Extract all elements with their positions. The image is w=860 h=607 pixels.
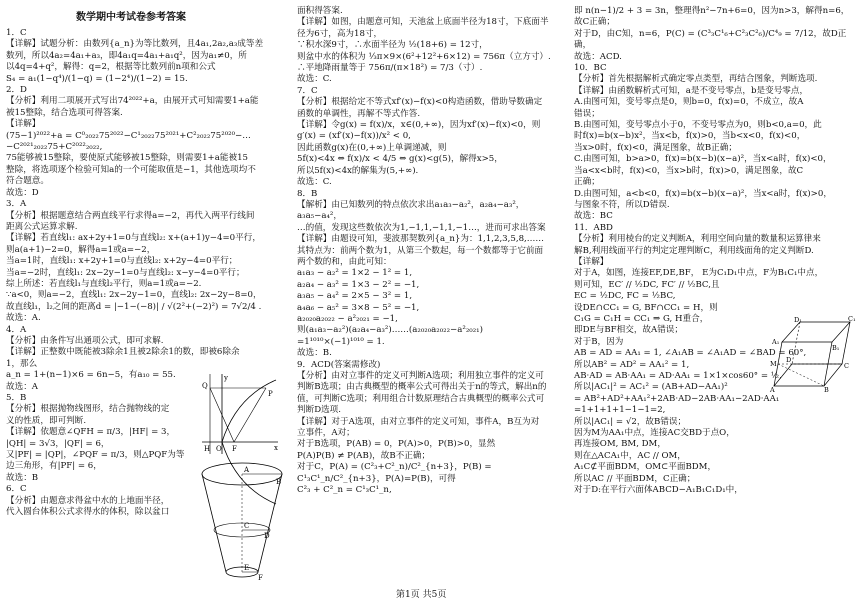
text-line: 1．C — [6, 28, 27, 38]
text-line: 则可知，EC′ // ½DC, FC′ // ½BC,且 — [574, 279, 720, 290]
text-line: 【详解】试题分析：由数列{a_n}为等比数列，且4a₁,2a₂,a₃成等差 — [6, 39, 264, 50]
text-line: 【详解】由函数解析式可知，a是不变号零点，b是变号零点， — [574, 85, 809, 96]
text-line: 【详解】由题设可知，斐波那契数列{a_n}为：1,1,2,3,5,8,…… — [297, 234, 544, 245]
text-line: 对于C，P(A) = (C²₃+C²_n)/C²_{n+3}，P(B) = C¹₃C¹_n/C²_{n+3}，P(A)=P(B)，可得 — [297, 462, 492, 484]
text-line: A.由图可知，变号零点是0，则b=0，f(x)=0，不成立，故A — [574, 97, 804, 108]
text-line: 所以AB² = AD² = AA₁² = 1, — [574, 359, 690, 370]
text-line: 7．C — [297, 85, 318, 96]
column-2 — [297, 6, 569, 496]
text-line: 则盆中水的体积为 ⅓π×9×(6²+12²+6×12) = 756π（立方寸）. — [297, 51, 551, 62]
text-line: 【分析】由题意求得盆中水的上地面半径， — [6, 495, 170, 506]
text-line: AB·AD = AB·AA₁ = AD·AA₁ = 1×1×cos60° = ½, — [574, 371, 782, 381]
text-line: 两个数的和，由此可知： — [297, 256, 392, 267]
text-line: 【分析】利用棱台的定义判断A，利用空间向量的数量积运算律来 — [574, 234, 821, 245]
text-line: 2．D — [6, 85, 27, 96]
text-line: 错误； — [574, 108, 600, 119]
page-footer: 第1页 共5页 — [396, 590, 447, 600]
text-line: 5．B — [6, 393, 27, 403]
text-line: 【分析】由条件写出通项公式，即可求解. — [6, 335, 164, 346]
text-line: ∵a<0，则a=−2，直线l₁: 2x−2y−1=0，直线l₂: 2x−2y−8=0， — [6, 290, 262, 301]
text-line: 9．ACD(答案需修改) — [297, 359, 381, 370]
text-line: …的值，发现这些数依次为1,−1,1,−1,1,−1…，进而可求出答案 — [297, 222, 546, 233]
text-line: 综上所述：若直线l₁与直线l₂平行，则a=1或a=−2. — [6, 278, 202, 289]
text-line: 符合题意。 — [6, 176, 49, 187]
text-line: C₁G = C₁H = CC₁ ⇒ G, H重合， — [574, 313, 709, 324]
text-line: a₂₀₂₀a₂₀₂₂ − a²₂₀₂₁ = −1, — [297, 313, 398, 324]
text-line: S₄ = a₁(1−q⁴)/(1−q) = (1−2⁴)/(1−2) = 15. — [6, 73, 188, 84]
text-line: 【分析】根据抛物线图形，结合抛物线的定 — [6, 404, 170, 415]
figure-label: D₁ — [794, 316, 802, 324]
figure-label: C — [844, 362, 849, 370]
text-line: 【详解】若直线l₁: ax+2y+1=0与直线l₂: x+(a+1)y−4=0平行， — [6, 233, 261, 244]
figure-label: H — [204, 445, 211, 453]
text-line: 则在△ACA₁中，AC // OM， — [574, 450, 686, 461]
text-line: 故选：C. — [297, 177, 332, 188]
text-line: 对于B选项，P(AB) = 0，P(A)>0，P(B)>0，显然 — [297, 439, 496, 450]
text-line: 边三角形，有|PF| = 6， — [6, 461, 102, 472]
figure-label: D — [786, 356, 792, 364]
text-line: a_n = 1+(n−1)×6 = 6n−5，有a₁₀ = 55. — [6, 370, 176, 381]
text-line: 径为6寸，高为18寸， — [297, 28, 383, 39]
text-line: 所以|AC₁| = √2，故B错误； — [574, 416, 687, 427]
text-line: 【分析】根据题意结合两直线平行求得a=−2，再代入两平行线间 — [6, 210, 255, 221]
text-line: 故选：B — [6, 472, 39, 483]
text-line: 时f(x)=b(x−b)x²，当x<b，f(x)>0，当b<x<0，f(x)<0， — [574, 131, 806, 142]
text-line: = AB²+AD²+AA₁²+2AB·AD−2AB·AA₁−2AD·AA₁ — [574, 393, 780, 404]
text-line: 以4q=4+q²，解得：q=2，根据等比数列前n项和公式 — [6, 62, 216, 73]
text-line: 【详解】 — [6, 119, 41, 130]
figure-label: C — [244, 522, 250, 530]
text-line: 当a<x<b时，f(x)<0，当x>b时，f(x)>0，满足图象，故C — [574, 165, 804, 176]
column-3 — [574, 6, 856, 496]
text-line: 【详解】 — [574, 256, 609, 267]
text-line: 故直线l₁，l₂之间的距离d = |−1−(−8)| / √(2²+(−2)²) = 7√2/4 . — [6, 301, 262, 312]
text-line: 即 n(n−1)/2 + 3 = 3n，整理得n²−7n+6=0，因为n>3，解得n=6， — [574, 6, 850, 16]
text-line: 面积得答案. — [297, 6, 343, 16]
text-line: a₄a₆ − a₅² = 3×8 − 5² = −1, — [297, 302, 420, 313]
figure-label: C₁ — [848, 315, 856, 323]
text-line: ∴平地降雨量等于 756π/(π×18²) = 7/3（寸）. — [297, 63, 483, 74]
text-line: 故选：A. — [6, 313, 41, 324]
text-line: 故选：C. — [297, 74, 332, 85]
text-line: 【分析】由对立事件的定义可判断A选项；利用独立事件的定义可 — [297, 371, 544, 381]
text-line: 又|PF| = |QP|，∠PQF = π/3，则△PQF为等 — [6, 450, 185, 461]
text-line: 1，那么 — [6, 358, 38, 369]
text-line: 【详解】如图，由题意可知，天池盆上底面半径为18寸，下底面半 — [297, 17, 549, 28]
figure-label: Q — [202, 382, 208, 390]
figure-label: B₁ — [832, 344, 840, 352]
text-line: 被15整除，结合选项可得答案. — [6, 107, 123, 118]
text-line: ∵积水深9寸，∴水面半径为 ½(18+6) = 12寸， — [297, 40, 488, 51]
text-line: 故选：D — [6, 187, 39, 198]
text-line: 75能够被15整除，要使原式能够被15整除，则需要1+a能被15 — [6, 153, 249, 164]
parabola-figure — [196, 372, 280, 456]
text-line: =1¹⁰¹⁰×(−1)¹⁰¹⁰ = 1. — [297, 336, 385, 347]
text-line: 判断B选项；由古典概型的概率公式可得出关于n的等式，解出n的 — [297, 382, 547, 393]
text-line: P(A)P(B) ≠ P(AB)，故B不正确； — [297, 450, 431, 461]
text-line: 对于A，如图，连接EF,DE,BF， E为C₁D₁中点，F为B₁C₁中点， — [574, 268, 824, 279]
text-line: 【详解】正整数中既能被3除余1且被2除余1的数，即被6除余 — [6, 347, 240, 358]
text-line: 6．C — [6, 484, 27, 495]
parallelepiped-figure — [770, 316, 854, 392]
figure-label: D — [264, 532, 270, 540]
text-line: 当x>0时，f(x)<0，满足图象，故B正确； — [574, 142, 737, 153]
text-line: 【详解】令g(x) = f(x)/x，x∈(0,+∞)，因为xf′(x)−f(x)<0，则 — [297, 120, 541, 131]
text-line: 函数的单调性，再解不等式作答. — [297, 108, 421, 119]
text-line: 当a=−2时，直线l₁: 2x−2y−1=0与直线l₂: x−y−4=0平行； — [6, 267, 245, 278]
figure-label: E — [244, 564, 250, 572]
text-line: 【解析】由已知数列的特点依次求出a₁a₃−a₂²，a₂a₄−a₃²，a₃a₅−a₄²， — [297, 199, 525, 222]
figure-label: A — [244, 466, 250, 474]
text-line: 【分析】根据给定不等式xf′(x)−f(x)<0构造函数，借助导数确定 — [297, 97, 543, 108]
figure-label: x — [274, 444, 278, 452]
figure-label: A — [770, 386, 775, 394]
text-line: 【分析】利用二项展开式写出74²⁰²²+a，由展开式可知需要1+a能 — [6, 96, 259, 107]
text-line: 故选：A — [6, 381, 38, 392]
text-line: =1+1+1+1−1−1=2, — [574, 405, 666, 416]
text-line: 数列，所以4a₂=4a₁+a₃，即4a₁q=4a₁+a₁q²，因为a₁≠0，所 — [6, 50, 247, 61]
text-line: B.由图可知，变号零点小于0，不变号零点为0，则b<0,a=0，此 — [574, 120, 822, 131]
text-line: 当a=1时，直线l₁: x+2y+1=0与直线l₂: x+2y−4=0平行； — [6, 256, 238, 267]
text-line: 【分析】首先根据解析式确定零点类型，再结合图象，判断选项. — [574, 74, 818, 85]
figure-label: B — [276, 478, 282, 486]
figure-label: A₁ — [772, 338, 780, 346]
text-line: 因为M为AA₁中点，连接AC交BD于点O， — [574, 428, 735, 439]
page-title: 数学期中考试卷参考答案 — [76, 12, 186, 23]
text-line: 距离公式运算求解. — [6, 221, 78, 232]
figure-label: y — [224, 374, 228, 382]
frustum-figure — [200, 460, 284, 586]
text-line: 设DE∩CC₁ = G, BF∩CC₁ = H，则 — [574, 302, 718, 313]
text-line: 对于D:在平行六面体ABCD−A₁B₁C₁D₁中， — [574, 485, 743, 496]
text-line: 【详解】依题意∠QFH = π/3，|HF| = 3， — [6, 427, 176, 438]
text-line: 立事件，A对； — [297, 428, 355, 439]
text-line: D.由图可知，a<b<0，f(x)=b(x−b)(x−a)²，当x<a时，f(x)>0， — [574, 188, 832, 199]
text-line: 再连接OM, BM, DM， — [574, 439, 666, 450]
text-line: a₂a₄ − a₃² = 1×3 − 2² = −1, — [297, 279, 420, 290]
text-line: 即DE与BF相交，故A错误； — [574, 325, 683, 336]
text-line: 判断D选项. — [297, 405, 341, 416]
text-line: 11．ABD — [574, 222, 613, 233]
text-line: A₁C⊄平面BDM，OM⊂平面BDM， — [574, 462, 717, 473]
text-line: AB = AD = AA₁ = 1, ∠A₁AB = ∠A₁AD = ∠BAD = 60°, — [574, 348, 807, 359]
text-line: 正确； — [574, 177, 600, 188]
text-line: 3．A — [6, 199, 27, 210]
text-line: 8．B — [297, 188, 318, 199]
text-line: 4．A — [6, 324, 27, 335]
text-line: 对于D，由C知，n=6，P(C) = (C³₃C¹₆+C²₃C²₆)/C⁴₉ = 7/12，故D正确， — [574, 28, 847, 51]
text-line: 义的性质，即可判断. — [6, 415, 87, 426]
text-line: 整除，将选项逐个检验可知a的一个可能取值是−1，其他选项均不 — [6, 164, 256, 175]
text-line: 则a(a+1)−2=0，解得a=1或a=−2， — [6, 244, 156, 255]
text-line: 则(a₁a₃−a₂²)(a₂a₄−a₃²)……(a₂₀₂₀a₂₀₂₂−a²₂₀₂₁) — [297, 325, 483, 336]
text-line: 所以AC // 平面BDM，C正确； — [574, 473, 696, 484]
figure-label: M — [770, 360, 777, 368]
figure-label: F — [232, 445, 237, 453]
text-line: 值，可判断C选项；利用组合计数原理结合古典概型的概率公式可 — [297, 393, 545, 404]
text-line: 所以5f(x)<4x的解集为(5,+∞). — [297, 165, 419, 176]
text-line: 故选：B. — [297, 348, 332, 359]
text-line: 故C正确； — [574, 17, 615, 28]
text-line: 【详解】对于A选项，由对立事件的定义可知，事件A，B互为对 — [297, 416, 540, 427]
text-line: 与图象不符，所以D错误. — [574, 199, 670, 210]
text-line: 所以|AC₁|² = AC₁² = (AB+AD−AA₁)² — [574, 382, 728, 393]
text-line: C.由图可知，b>a>0，f(x)=b(x−b)(x−a)²，当x<a时，f(x)<0， — [574, 154, 832, 165]
text-line: 故选：BC — [574, 211, 613, 222]
text-line: 10．BC — [574, 63, 607, 74]
text-line: EC = ½DC, FC = ½BC, — [574, 291, 676, 302]
text-line: (75−1)²⁰²²+a = C⁰₂₀₂₂75²⁰²²−C¹₂₀₂₂75²⁰²¹+C²₂₀₂₂75²⁰²⁰−…−C²⁰²¹₂₀₂₂75+C²⁰²²₂₀₂₂, — [6, 130, 251, 153]
text-line: |QH| = 3√3，|QF| = 6， — [6, 438, 110, 449]
figure-label: F — [258, 574, 263, 582]
text-line: 5f(x)<4x ⇔ f(x)/x < 4/5 ⇔ g(x)<g(5)，解得x>5， — [297, 154, 503, 165]
text-line: 因此函数g(x)在(0,+∞)上单调递减，则 — [297, 142, 447, 153]
text-line: 故选：ACD. — [574, 51, 622, 62]
figure-label: P — [268, 390, 273, 398]
text-line: g′(x) = (xf′(x)−f(x))/x² < 0, — [297, 131, 411, 142]
text-line: C²₃ + C²_n = C¹₃C¹_n, — [297, 485, 392, 496]
figure-label: B — [824, 386, 829, 394]
text-line: 对于B，因为 — [574, 336, 624, 347]
text-line: 解B,利用线面平行的判定定理判断C，利用线面角的定义判断D. — [574, 245, 814, 256]
text-line: 其特点为：前两个数为1，从第三个数起，每一个数都等于它前面 — [297, 245, 544, 256]
text-line: a₁a₃ − a₂² = 1×2 − 1² = 1, — [297, 268, 413, 279]
text-line: a₃a₅ − a₄² = 2×5 − 3² = 1, — [297, 291, 413, 302]
figure-label: O — [216, 445, 222, 453]
text-line: 代入圆台体积公式求得水的体积，除以盆口 — [6, 507, 170, 518]
